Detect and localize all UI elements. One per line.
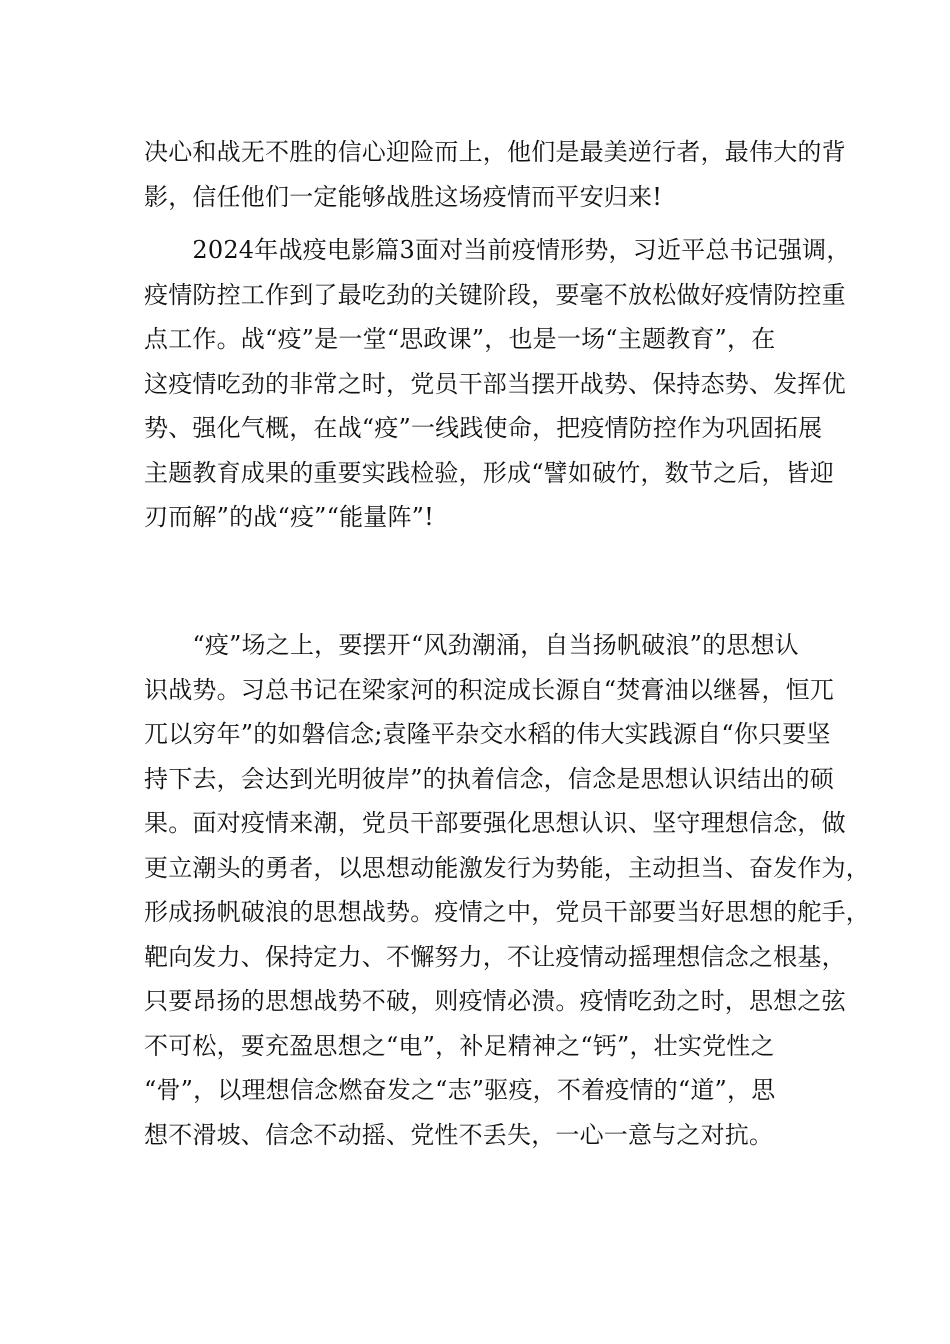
paragraph-continuation: [144, 130, 846, 219]
text-line: “骨”，以理想信念燃奋发之“志”驱疫，不着疫情的“道”，思: [144, 1076, 776, 1104]
text-line: 势、强化气概，在战“疫”一线践使命，把疫情防控作为巩固拓展: [144, 414, 823, 442]
text-line: 2024年战疫电影篇3面对当前疫情形势，习近平总书记强调，: [144, 236, 851, 264]
text-line: 兀以穷年”的如磐信念;袁隆平杂交水稻的伟大实践源自“你只要坚: [144, 720, 831, 748]
text-line: 这疫情吃劲的非常之时，党员干部当摆开战势、保持态势、发挥优: [144, 369, 846, 398]
text-line: 主题教育成果的重要实践检验，形成“譬如破竹，数节之后，皆迎: [144, 458, 835, 487]
text-line: 决心和战无不胜的信心迎险而上，他们是最美逆行者，最伟大的背: [144, 138, 846, 166]
text-line: 只要昂扬的思想战势不破，则疫情必溃。疫情吃劲之时，思想之弦: [144, 987, 846, 1015]
paragraph-article-3-intro: [144, 228, 851, 540]
paragraph-ideological-battle: [144, 623, 870, 1157]
text-line: 疫情防控工作到了最吃劲的关键阶段，要毫不放松做好疫情防控重: [144, 280, 846, 309]
text-line: 更立潮头的勇者，以思想动能激发行为势能，主动担当、奋发作为，: [144, 853, 870, 882]
text-line: 刃而解”的战“疫”“能量阵”!: [144, 503, 434, 531]
text-line: 识战势。习总书记在梁家河的积淀成长源自“焚膏油以继晷，恒兀: [144, 675, 835, 704]
text-line: 不可松，要充盈思想之“电”，补足精神之“钙”，壮实党性之: [144, 1031, 775, 1060]
text-line: 持下去，会达到光明彼岸”的执着信念，信念是思想认识结出的硕: [144, 764, 835, 793]
text-line: 想不滑坡、信念不动摇、党性不丢失，一心一意与之对抗。: [144, 1120, 774, 1149]
text-line: “疫”场之上，要摆开“风劲潮涌，自当扬帆破浪”的思想认: [144, 631, 799, 659]
text-line: 果。面对疫情来潮，党员干部要强化思想认识、坚守理想信念，做: [144, 809, 846, 837]
text-line: 靶向发力、保持定力、不懈努力，不让疫情动摇理想信念之根基，: [144, 942, 846, 971]
text-line: 影，信任他们一定能够战胜这场疫情而平安归来!: [144, 182, 663, 211]
text-line: 点工作。战“疫”是一堂“思政课”，也是一场“主题教育”，在: [144, 325, 776, 353]
text-line: 形成扬帆破浪的思想战势。疫情之中，党员干部要当好思想的舵手，: [144, 898, 870, 926]
